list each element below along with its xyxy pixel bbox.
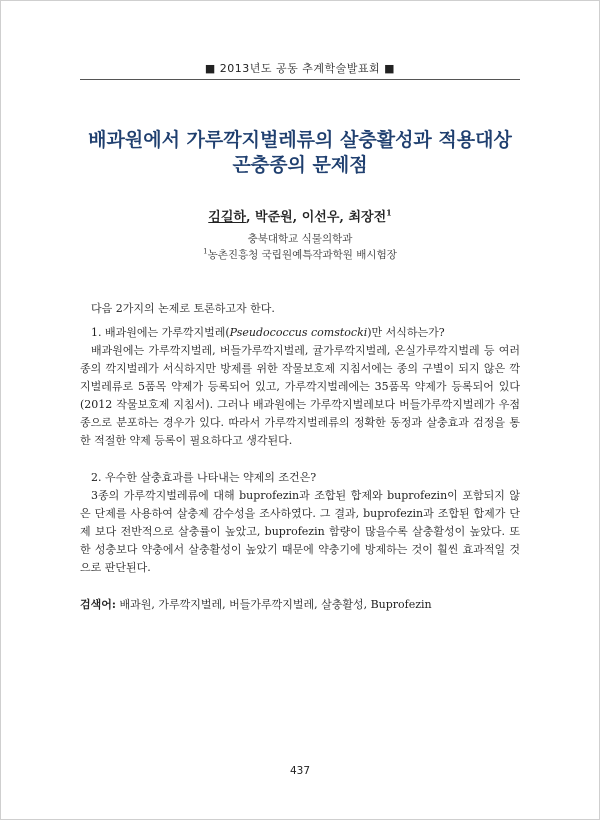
intro-paragraph <box>80 289 520 329</box>
page-number: 437 <box>289 765 311 777</box>
affiliation-2-text: 농촌진흥청 국립원예특작과학원 배시험장 <box>207 249 397 261</box>
section-1 <box>80 324 520 450</box>
running-header: ■ 2013년도 공동 추계학술발표회 ■ <box>204 62 396 75</box>
section-2-body: 3종의 가루깍지벌레류에 대해 buprofezin과 조합된 합제와 buprofezin이 포함되지 않은 단제를 사용하여 살충제 감수성을 조사하였다. 그 결과, buprofezin과 조합된 합제가 단제 보다 전반적으로 살충률이 높았고, buprofezin 함량이 많을수록 살충활성이 높았다. 또한 성충보다 약충에서 살충활성이 높았기 때문에 약충기에 방제하는 것이 훨씬 효과적일 것으로 판단된다. <box>80 489 520 574</box>
section-1-question <box>80 324 520 342</box>
header-rule <box>80 79 520 80</box>
paper-title <box>80 128 520 178</box>
author-list <box>80 206 520 225</box>
affiliation-2 <box>80 247 520 262</box>
section-2 <box>80 469 520 577</box>
intro-text: 다음 2가지의 논제로 토론하고자 한다. <box>91 302 275 315</box>
affiliation-1 <box>80 231 520 246</box>
title-line-2: 곤충종의 문제점 <box>232 154 368 176</box>
keywords-text: 배과원, 가루깍지벌레, 버들가루깍지벌레, 살충활성, Buprofezin <box>115 598 432 611</box>
section-1-body: 배과원에는 가루깍지벌레, 버들가루깍지벌레, 귤가루깍지벌레, 온실가루깍지벌레 등 여러 종의 깍지벌레가 서식하지만 방제를 위한 작물보호제 지침서에는 종의 구별이 되지 않은 깍지벌레류로 5품목 약제가 등록되어 있고, 가루깍지벌레에는 35품목 약제가 등록되어 있다(2012 작물보호제 지침서). 그러나 배과원에는 가루깍지벌레보다 버들가루깍지벌레가 우점종으로 분포하는 경우가 있다. 따라서 가루깍지벌레류의 정확한 동정과 살충효과 검정을 통한 적절한 약제 등록이 필요하다고 생각된다. <box>80 344 520 447</box>
author-affil-mark: 1 <box>386 207 392 218</box>
section-1-question-pre: 1. 배과원에는 가루깍지벌레( <box>91 326 230 339</box>
keywords <box>80 596 520 614</box>
affiliation-1-text: 충북대학교 식물의학과 <box>247 233 353 245</box>
first-author: 김길하 <box>208 210 246 225</box>
keywords-label: 검색어: <box>80 598 116 611</box>
title-line-1: 배과원에서 가루깍지벌레류의 살충활성과 적용대상 <box>88 129 512 151</box>
co-authors: , 박준원, 이선우, 최장전 <box>245 210 387 225</box>
species-name: Pseudococcus comstocki <box>229 326 368 339</box>
affiliation-2-mark: 1 <box>203 247 208 256</box>
section-2-question: 2. 우수한 살충효과를 나타내는 약제의 조건은? <box>91 471 317 484</box>
section-1-question-post: )만 서식하는가? <box>367 326 445 339</box>
